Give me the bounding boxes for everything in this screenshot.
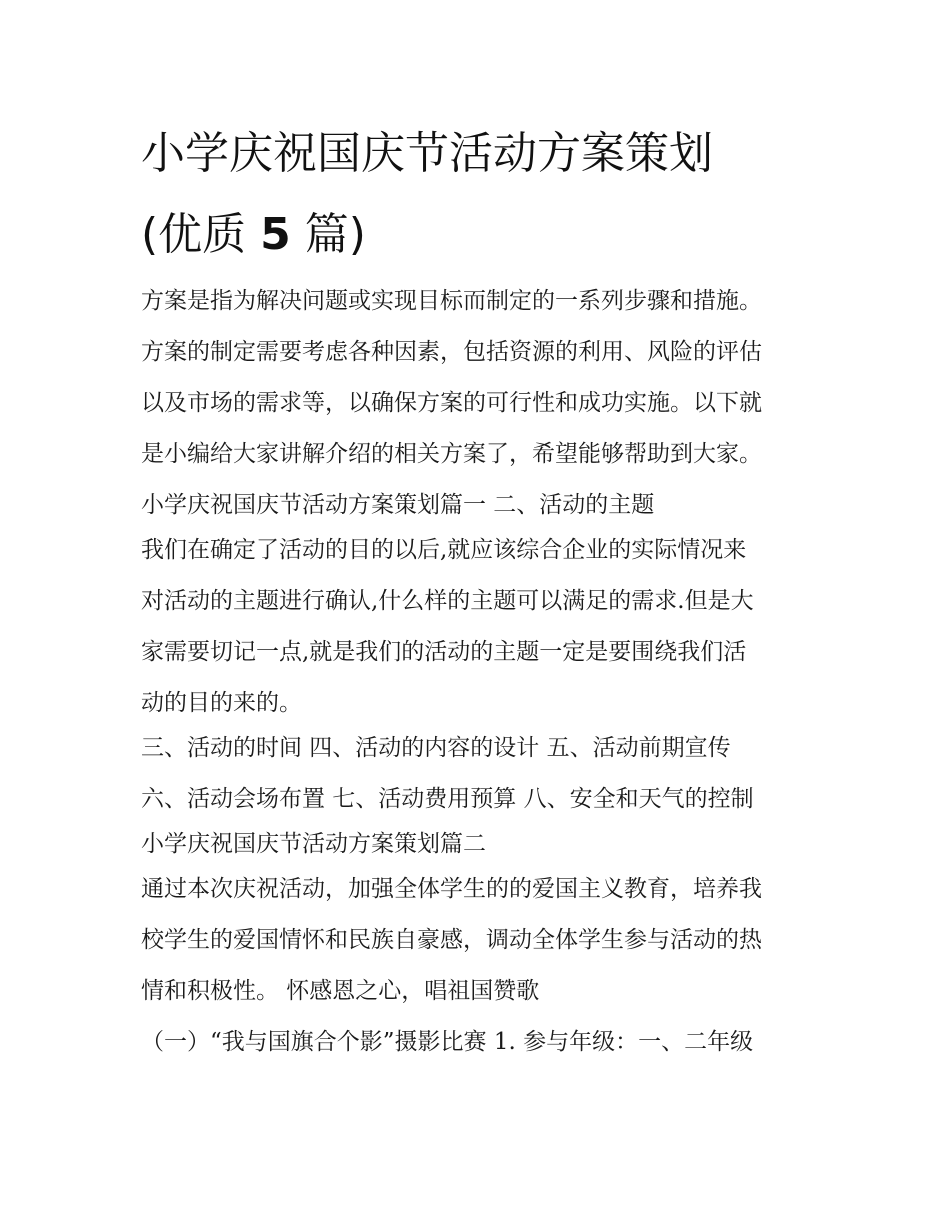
body-line: 以及市场的需求等，以确保方案的可行性和成功实施。以下就 — [141, 390, 762, 416]
title-close: 篇) — [290, 209, 366, 260]
body-line: 我们在确定了活动的目的以后,就应该综合企业的实际情况来 — [141, 537, 747, 563]
document-title — [141, 113, 841, 275]
title-line-2 — [141, 194, 841, 275]
outline-line: 六、活动会场布置 七、活动费用预算 八、安全和天气的控制 — [141, 786, 754, 812]
body-line: 家需要切记一点,就是我们的活动的主题一定是要围绕我们活 — [141, 639, 747, 665]
title-open: (优质 — [141, 209, 261, 260]
outline-line: 三、活动的时间 四、活动的内容的设计 五、活动前期宣传 — [141, 735, 731, 761]
body-line: 动的目的来的。 — [141, 690, 302, 716]
body-line: 情和积极性。 怀感恩之心，唱祖国赞歌 — [141, 978, 540, 1004]
body-line: 对活动的主题进行确认,什么样的主题可以满足的需求.但是大 — [141, 588, 754, 614]
body-line: 通过本次庆祝活动，加强全体学生的的爱国主义教育，培养我 — [141, 876, 762, 902]
body-line: 方案的制定需要考虑各种因素，包括资源的利用、风险的评估 — [141, 339, 762, 365]
title-line-1: 小学庆祝国庆节活动方案策划 — [141, 128, 713, 179]
section-heading-2: 小学庆祝国庆节活动方案策划篇二 — [141, 831, 486, 857]
document-body — [141, 278, 821, 1070]
body-line: 是小编给大家讲解介绍的相关方案了，希望能够帮助到大家。 — [141, 441, 762, 467]
body-line: （一）“我与国旗合个影”摄影比赛 1. 参与年级：一、二年级 — [141, 1029, 754, 1055]
title-count: 5 — [260, 209, 291, 260]
body-line: 方案是指为解决问题或实现目标而制定的一系列步骤和措施。 — [141, 288, 762, 314]
section-heading-1: 小学庆祝国庆节活动方案策划篇一 二、活动的主题 — [141, 492, 655, 518]
body-line: 校学生的爱国情怀和民族自豪感，调动全体学生参与活动的热 — [141, 927, 762, 953]
